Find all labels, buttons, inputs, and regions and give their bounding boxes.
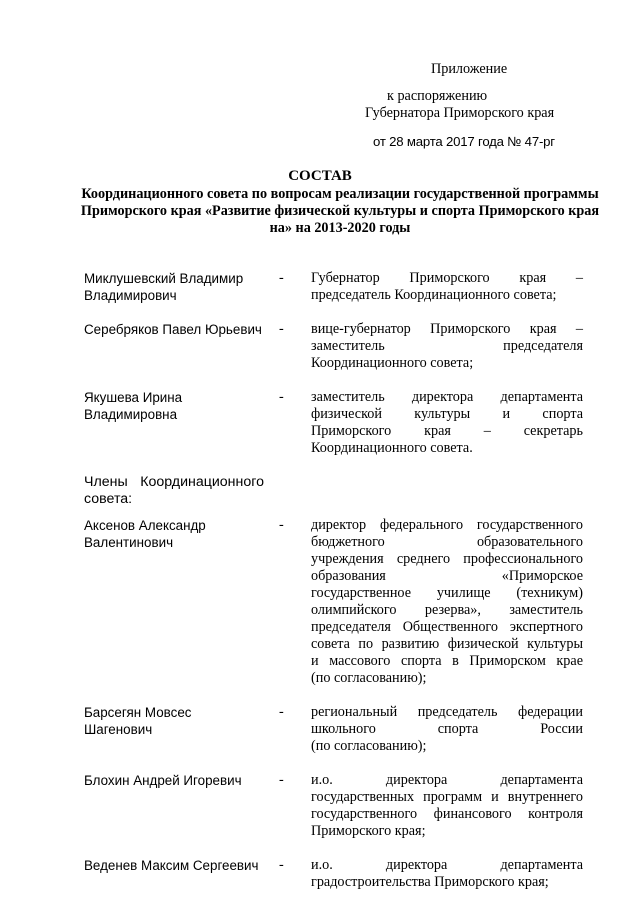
member-role-line: и массового спорта в Приморском крае (311, 653, 583, 669)
governor-reference: Губернатора Приморского края (365, 105, 555, 121)
member-role-line: Координационного совета. (311, 440, 473, 456)
member-role-line: физической культуры и спорта (311, 406, 583, 422)
member-name-line: Владимирович (84, 288, 177, 303)
member-name-line: Шагенович (84, 722, 153, 737)
member-name-line: Серебряков Павел Юрьевич (84, 322, 262, 337)
member-role (311, 857, 583, 891)
member-role-line: Приморского края – секретарь (311, 423, 583, 439)
member-role-line: Координационного совета; (311, 355, 474, 371)
member-role-line: образования «Приморское (311, 568, 583, 584)
member-role-line: и.о. директора департамента (311, 772, 583, 788)
member-name (84, 321, 279, 338)
order-date-number: от 28 марта 2017 года № 47-рг (373, 134, 555, 149)
member-name-line: Блохин Андрей Игоревич (84, 773, 242, 788)
document-title: СОСТАВ (288, 168, 352, 184)
separator-dash: - (279, 772, 284, 788)
member-name (84, 704, 279, 738)
separator-dash: - (279, 517, 284, 533)
member-row (84, 772, 594, 840)
member-role-line: олимпийского резерва», заместитель (311, 602, 583, 618)
member-role-line: директор федерального государственного (311, 517, 583, 533)
member-role-line: Приморского края; (311, 823, 426, 839)
members-group-label: Члены Координационного совета: (84, 474, 264, 507)
member-role-line: (по согласованию); (311, 670, 427, 686)
member-role-line: градостроительства Приморского края; (311, 874, 549, 890)
member-name (84, 857, 279, 874)
document-subtitle: Координационного совета по вопросам реализации государственной программы Приморского края «Развитие физической культуры и спорта Приморского края на» на 2013-2020 годы (80, 186, 600, 236)
group-label-row (84, 474, 594, 508)
member-name-line: Аксенов Александр (84, 518, 206, 533)
member-name (84, 772, 279, 789)
member-row (84, 517, 594, 687)
separator-dash: - (279, 857, 284, 873)
member-name (84, 270, 279, 304)
member-role (311, 517, 583, 687)
member-role-line: заместитель директора департамента (311, 389, 583, 405)
member-name (84, 517, 279, 551)
member-role-line: государственного финансового контроля (311, 806, 583, 822)
member-row (84, 704, 594, 755)
separator-dash: - (279, 321, 284, 337)
member-role (311, 704, 583, 755)
member-row (84, 857, 594, 891)
member-name-line: Якушева Ирина (84, 390, 183, 405)
appendix-label: Приложение (431, 61, 508, 77)
member-row (84, 389, 594, 457)
member-role-line: заместитель председателя (311, 338, 583, 354)
member-name-line: Барсегян Мовсес (84, 705, 192, 720)
member-role (311, 772, 583, 840)
member-role-line: школьного спорта России (311, 721, 583, 737)
member-role-line: государственных программ и внутреннего (311, 789, 583, 805)
member-role-line: председатель Координационного совета; (311, 287, 557, 303)
member-role-line: и.о. директора департамента (311, 857, 583, 873)
member-row (84, 321, 594, 372)
member-name-line: Владимировна (84, 407, 178, 422)
member-name (84, 389, 279, 423)
members-list (84, 270, 594, 908)
separator-dash: - (279, 704, 284, 720)
member-role-line: бюджетного образовательного (311, 534, 583, 550)
order-reference: к распоряжению (387, 88, 488, 104)
member-name-line: Валентинович (84, 535, 174, 550)
member-role-line: председателя Общественного экспертного (311, 619, 583, 635)
separator-dash: - (279, 389, 284, 405)
appendix-header (365, 61, 605, 150)
member-name-line: Веденев Максим Сергеевич (84, 858, 259, 873)
member-role-line: Губернатор Приморского края – (311, 270, 583, 286)
member-role-line: учреждения среднего профессионального (311, 551, 583, 567)
member-role-line: совета по развитию физической культуры (311, 636, 583, 652)
member-role (311, 270, 583, 304)
member-role-line: государственное училище (техникум) (311, 585, 583, 601)
member-role-line: вице-губернатор Приморского края – (311, 321, 583, 337)
member-role-line: (по согласованию); (311, 738, 427, 754)
member-row (84, 270, 594, 304)
separator-dash: - (279, 270, 284, 286)
member-role-line: региональный председатель федерации (311, 704, 583, 720)
member-role (311, 321, 583, 372)
member-name-line: Миклушевский Владимир (84, 271, 244, 286)
member-role (311, 389, 583, 457)
